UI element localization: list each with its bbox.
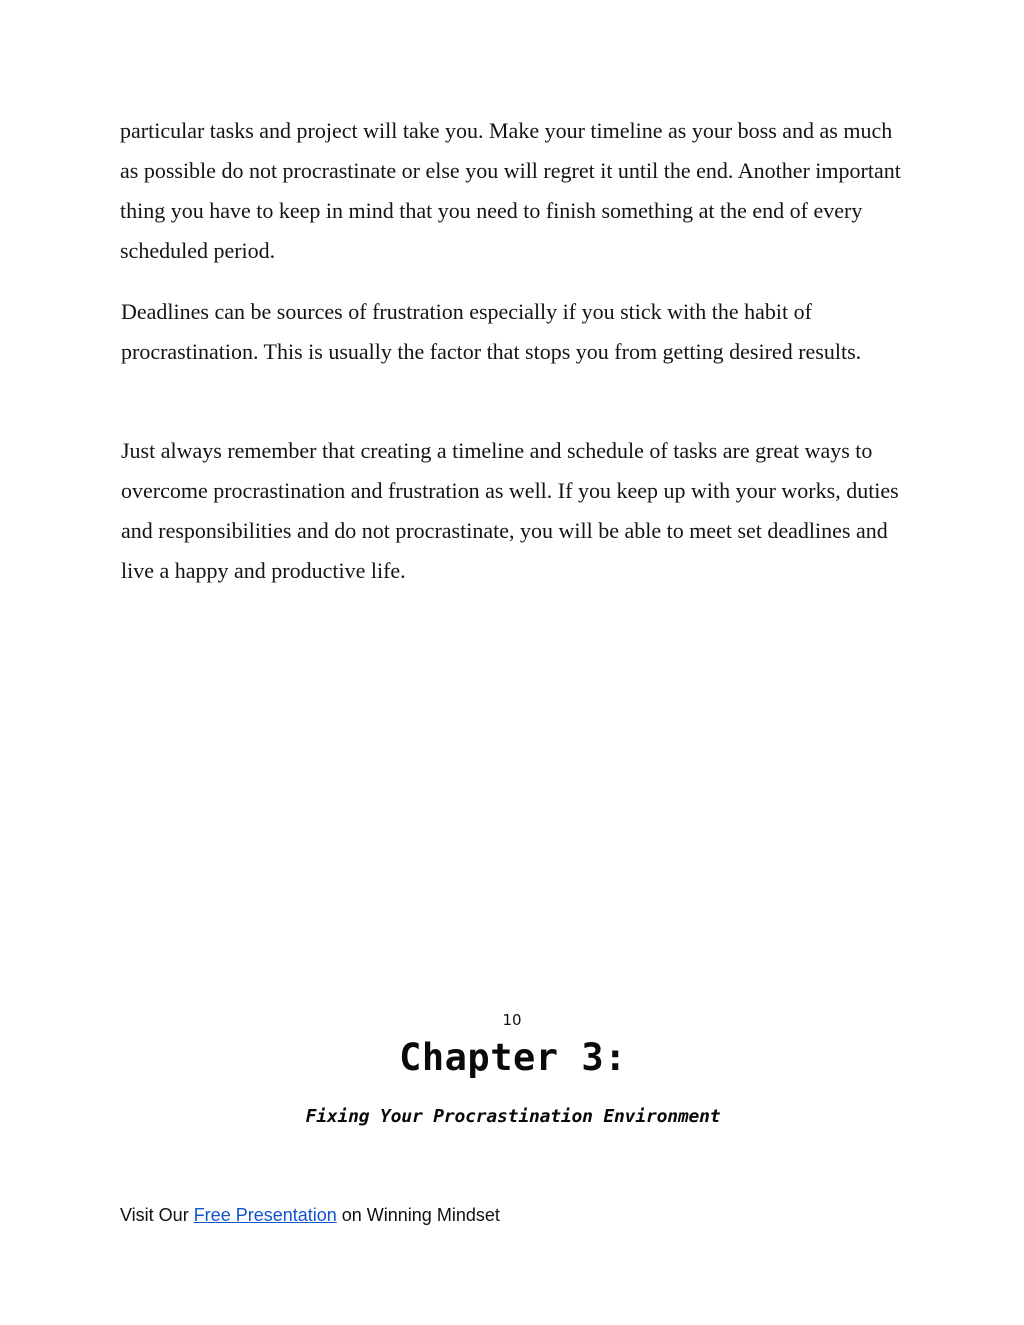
body-paragraph-1: particular tasks and project will take you. Make your timeline as your boss and as much as possible do not procrastinate or else you will regret it until the end. Another important thing you have to keep in mind that you need to finish something at the end of every scheduled period.: [120, 118, 901, 263]
footer-prefix: Visit Our: [120, 1205, 194, 1225]
chapter-title: Chapter 3:: [399, 1036, 627, 1079]
chapter-subtitle: Fixing Your Procrastination Environment: [305, 1106, 721, 1127]
body-paragraph-2: Deadlines can be sources of frustration especially if you stick with the habit of procrastination. This is usually the factor that stops you from getting desired results.: [121, 299, 862, 364]
footer-suffix: on Winning Mindset: [336, 1205, 500, 1225]
footer-promo: [120, 1205, 500, 1226]
free-presentation-link[interactable]: Free Presentation: [193, 1205, 337, 1225]
body-paragraph-3: Just always remember that creating a timeline and schedule of tasks are great ways to overcome procrastination and frustration as well. If you keep up with your works, duties and responsibilities and do not procrastinate, you will be able to meet set deadlines and live a happy and productive life.: [121, 438, 899, 583]
page-number: 10: [502, 1011, 522, 1029]
